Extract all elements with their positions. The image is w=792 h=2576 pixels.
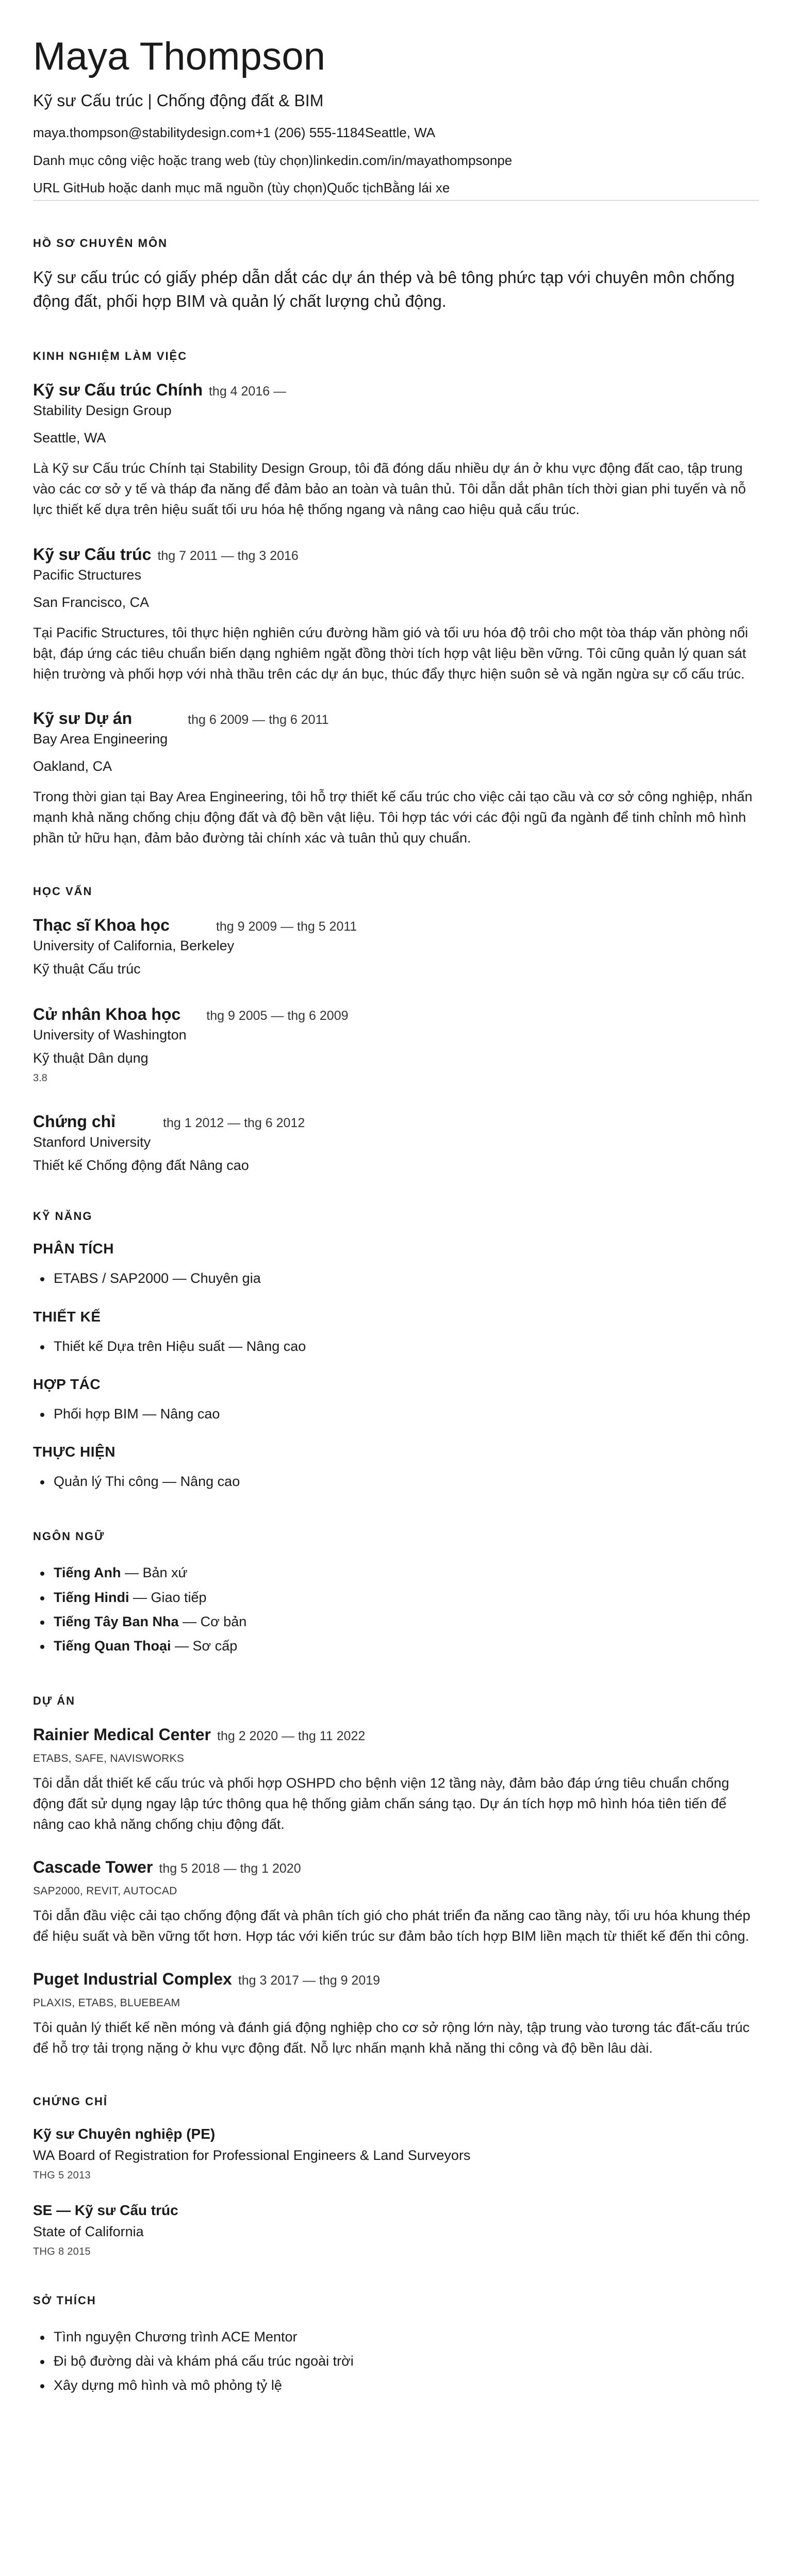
section-title-experience: KINH NGHIỆM LÀM VIỆC <box>33 349 188 362</box>
job-description: Trong thời gian tại Bay Area Engineering, tôi hỗ trợ thiết kế cấu trúc cho việc cải tạo cầu và cơ sở công nghiệp, nhấn mạnh khả năng chống chịu động đất và độ bền vật liệu. Tôi hợp tác với các đội ngũ đa ngành để tinh chỉnh mô hình phần tử hữu hạn, đảm bảo đường tải chính xác và tuân thủ quy chuẩn. <box>33 789 753 846</box>
job-company: Stability Design Group <box>33 402 172 418</box>
project-entry <box>33 1725 759 1835</box>
language-item <box>33 1561 759 1585</box>
interest-item: Xây dựng mô hình và mô phỏng tỷ lệ <box>33 2373 759 2398</box>
education-entry <box>33 1005 759 1084</box>
language-level: — Cơ bản <box>178 1613 247 1629</box>
school-name: University of Washington <box>33 1027 187 1043</box>
project-description: Tôi dẫn đầu việc cải tạo chống động đất và phân tích gió cho phát triển đa năng cao tầng này, tối ưu hóa khung thép để hiệu suất và bền vững tốt hơn. Hợp tác với kiến trúc sư đảm bảo tích hợp BIM liền mạch từ thiết kế đến thi công. <box>33 1908 751 1944</box>
skill-group <box>33 1309 759 1359</box>
skill-category: THỰC HIỆN <box>33 1444 116 1460</box>
project-tech: ETABS, SAFE, NAVISWORKS <box>33 1753 185 1765</box>
language-item <box>33 1610 759 1634</box>
language-item <box>33 1586 759 1610</box>
languages-section <box>33 1530 759 1658</box>
degree-title: Cử nhân Khoa học <box>33 1005 181 1024</box>
job-location: San Francisco, CA <box>33 594 150 610</box>
degree-dates: thg 1 2012 — thg 6 2012 <box>163 1116 305 1131</box>
job-dates: thg 7 2011 — thg 3 2016 <box>157 548 299 563</box>
job-location: Oakland, CA <box>33 758 112 774</box>
language-level: — Bản xứ <box>121 1565 188 1581</box>
education-section <box>33 885 759 1174</box>
job-title: Kỹ sư Cấu trúc <box>33 544 152 564</box>
skill-category: THIẾT KẾ <box>33 1308 101 1325</box>
language-name: Tiếng Tây Ban Nha <box>54 1613 179 1629</box>
project-dates: thg 5 2018 — thg 1 2020 <box>159 1861 301 1876</box>
experience-entry <box>33 381 759 520</box>
section-title-education: HỌC VẤN <box>33 885 93 898</box>
degree-title: Chứng chỉ <box>33 1112 116 1131</box>
job-dates: thg 6 2009 — thg 6 2011 <box>188 713 329 728</box>
project-description: Tôi quản lý thiết kế nền móng và đánh giá động nghiệp cho cơ sở rộng lớn này, tập trung vào tương tác đất-cấu trúc để hỗ trợ tải trọng nặng ở khu vực động đất. Nỗ lực nhấn mạnh khả năng thi công và độ bền lâu dài. <box>33 2020 750 2056</box>
section-title-projects: DỰ ÁN <box>33 1694 76 1708</box>
field-of-study: Kỹ thuật Cấu trúc <box>33 961 141 977</box>
section-title-certifications: CHỨNG CHỈ <box>33 2094 108 2108</box>
skills-section <box>33 1210 759 1494</box>
job-title: Kỹ sư Dự án <box>33 709 133 728</box>
job-company: Pacific Structures <box>33 567 142 583</box>
job-location: Seattle, WA <box>33 430 106 445</box>
skill-item: ETABS / SAP2000 — Chuyên gia <box>33 1266 759 1291</box>
skill-category: HỢP TÁC <box>33 1376 101 1392</box>
experience-section <box>33 350 759 849</box>
skill-item: Quản lý Thi công — Nâng cao <box>33 1469 759 1494</box>
certification-date: THG 5 2013 <box>33 2169 91 2181</box>
interest-item: Đi bộ đường dài và khám phá cấu trúc ngoài trời <box>33 2349 759 2373</box>
certification-name: Kỹ sư Chuyên nghiệp (PE) <box>33 2125 216 2142</box>
project-entry <box>33 1858 759 1947</box>
project-description: Tôi dẫn dắt thiết kế cấu trúc và phối hợp OSHPD cho bệnh viện 12 tầng này, đảm bảo đáp ứng tiêu chuẩn chống động đất sử dụng ngay lập tức thông qua hệ thống giảm chấn sáng tạo. Dự án tích hợp mô hình hóa tiên tiến để nâng cao khả năng chống chịu động đất. <box>33 1775 730 1832</box>
job-description: Tại Pacific Structures, tôi thực hiện nghiên cứu đường hầm gió và tối ưu hóa độ trôi cho một tòa tháp văn phòng nổi bật, đáp ứng các tiêu chuẩn biến dạng nghiêm ngặt đồng thời tích hợp vật liệu bền vững. Tôi cũng quản lý quan sát hiện trường và phối hợp với nhà thầu trên các dự án bục, thúc đẩy thực hiện suôn sẻ và ngăn ngừa sự cố cấu trúc. <box>33 624 748 682</box>
skill-category: PHÂN TÍCH <box>33 1241 114 1257</box>
section-title-skills: KỸ NĂNG <box>33 1210 93 1223</box>
education-entry <box>33 916 759 977</box>
header-divider <box>33 200 759 201</box>
experience-entry <box>33 545 759 685</box>
skill-group <box>33 1444 759 1494</box>
job-description: Là Kỹ sư Cấu trúc Chính tại Stability Design Group, tôi đã đóng dấu nhiều dự án ở khu vực động đất cao, tập trung vào các cơ sở y tế và tháp đa năng để đảm bảo an toàn và tuân thủ. Tôi dẫn dắt phân tích thời gian phi tuyến và nỗ lực thiết kế dựa trên hiệu suất tối ưu hóa hệ thống ngang và nâng cao hiệu quả cấu trúc. <box>33 460 746 517</box>
language-name: Tiếng Quan Thoại <box>54 1638 171 1654</box>
certification-entry <box>33 2202 759 2258</box>
certification-name: SE — Kỹ sư Cấu trúc <box>33 2202 178 2218</box>
field-of-study: Thiết kế Chống động đất Nâng cao <box>33 1158 249 1174</box>
certification-date: THG 8 2015 <box>33 2245 91 2257</box>
section-title-summary: HỒ SƠ CHUYÊN MÔN <box>33 236 168 250</box>
job-title: Kỹ sư Cấu trúc Chính <box>33 380 203 399</box>
skill-item: Thiết kế Dựa trên Hiệu suất — Nâng cao <box>33 1334 759 1359</box>
language-level: — Giao tiếp <box>129 1589 207 1605</box>
project-name: Puget Industrial Complex <box>33 1970 232 1989</box>
summary-text: Kỹ sư cấu trúc có giấy phép dẫn dắt các dự án thép và bê tông phức tạp với chuyên môn chống động đất, phối hợp BIM và quản lý chất lượng chủ động. <box>33 268 735 311</box>
summary-section <box>33 237 759 313</box>
certification-issuer: WA Board of Registration for Professional Engineers & Land Surveyors <box>33 2147 471 2163</box>
experience-entry <box>33 709 759 849</box>
job-company: Bay Area Engineering <box>33 731 168 747</box>
school-name: Stanford University <box>33 1134 151 1150</box>
degree-dates: thg 9 2005 — thg 6 2009 <box>206 1009 349 1023</box>
project-dates: thg 2 2020 — thg 11 2022 <box>217 1729 366 1744</box>
skill-item: Phối hợp BIM — Nâng cao <box>33 1402 759 1426</box>
degree-dates: thg 9 2009 — thg 5 2011 <box>216 919 357 934</box>
gpa-value: 3.8 <box>33 1072 47 1084</box>
interests-section <box>33 2294 759 2398</box>
degree-title: Thạc sĩ Khoa học <box>33 916 170 935</box>
skill-group <box>33 1241 759 1291</box>
contact-line-links: Danh mục công việc hoặc trang web (tùy chọn)linkedin.com/in/mayathompsonpe <box>33 152 513 168</box>
contact-line-primary: maya.thompson@stabilitydesign.com+1 (206) 555-1184Seattle, WA <box>33 125 436 141</box>
language-item <box>33 1634 759 1658</box>
projects-section <box>33 1694 759 2059</box>
candidate-name: Maya Thompson <box>33 35 326 78</box>
certification-issuer: State of California <box>33 2223 144 2239</box>
project-name: Rainier Medical Center <box>33 1725 211 1744</box>
certification-entry <box>33 2126 759 2182</box>
section-title-interests: SỞ THÍCH <box>33 2293 96 2307</box>
skill-group <box>33 1376 759 1426</box>
language-level: — Sơ cấp <box>171 1638 238 1654</box>
candidate-title: Kỹ sư Cấu trúc | Chống động đất & BIM <box>33 91 324 110</box>
project-tech: PLAXIS, ETABS, BLUEBEAM <box>33 1997 180 2009</box>
language-name: Tiếng Anh <box>54 1565 121 1581</box>
section-title-languages: NGÔN NGỮ <box>33 1530 105 1543</box>
project-name: Cascade Tower <box>33 1858 153 1877</box>
resume-header <box>33 37 759 201</box>
project-tech: SAP2000, REVIT, AUTOCAD <box>33 1885 177 1897</box>
interest-item: Tình nguyện Chương trình ACE Mentor <box>33 2325 759 2349</box>
school-name: University of California, Berkeley <box>33 938 235 954</box>
project-dates: thg 3 2017 — thg 9 2019 <box>238 1973 381 1988</box>
job-dates: thg 4 2016 — <box>208 384 287 399</box>
contact-line-extra: URL GitHub hoặc danh mục mã nguồn (tùy chọn)Quốc tịchBằng lái xe <box>33 179 450 195</box>
field-of-study: Kỹ thuật Dân dụng <box>33 1050 148 1066</box>
project-entry <box>33 1970 759 2059</box>
language-name: Tiếng Hindi <box>54 1589 129 1605</box>
education-entry <box>33 1112 759 1174</box>
certifications-section <box>33 2095 759 2258</box>
